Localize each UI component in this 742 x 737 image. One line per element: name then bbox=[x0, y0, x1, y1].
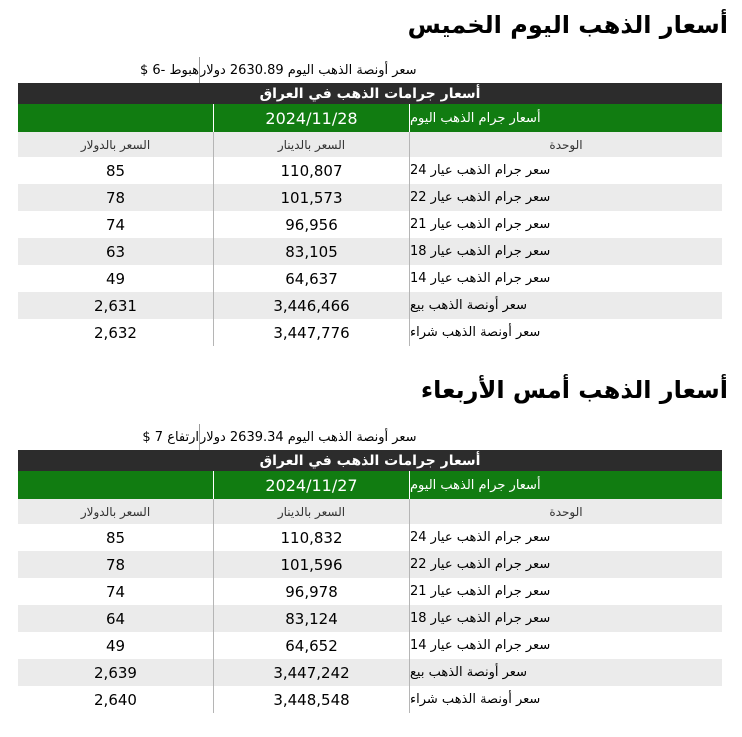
row-label: سعر جرام الذهب عيار 22 bbox=[410, 557, 551, 572]
price-dollar: 78 bbox=[18, 551, 214, 578]
table-row bbox=[18, 211, 722, 238]
row-label: سعر جرام الذهب عيار 18 bbox=[410, 611, 551, 626]
price-dinar: 3,446,466 bbox=[214, 292, 410, 319]
row-label: سعر أونصة الذهب شراء bbox=[410, 325, 541, 340]
ounce-summary-row bbox=[18, 424, 722, 450]
price-dinar: 83,124 bbox=[214, 605, 410, 632]
price-dinar: 96,956 bbox=[214, 211, 410, 238]
gold-price-table bbox=[18, 424, 722, 713]
price-dollar: 74 bbox=[18, 578, 214, 605]
price-dinar: 3,447,242 bbox=[214, 659, 410, 686]
table-row bbox=[18, 578, 722, 605]
today-prices-label: أسعار جرام الذهب اليوم bbox=[410, 110, 541, 126]
table-row bbox=[18, 524, 722, 551]
row-label: سعر جرام الذهب عيار 22 bbox=[410, 190, 551, 205]
row-label: سعر أونصة الذهب شراء bbox=[410, 692, 541, 707]
table-row bbox=[18, 605, 722, 632]
price-dollar: 49 bbox=[18, 265, 214, 292]
table-row bbox=[18, 659, 722, 686]
date-cell: 2024/11/28 bbox=[214, 104, 410, 132]
date-cell: 2024/11/27 bbox=[214, 471, 410, 499]
column-header-unit: الوحدة bbox=[549, 137, 583, 152]
price-dinar: 83,105 bbox=[214, 238, 410, 265]
table-row bbox=[18, 686, 722, 713]
row-label: سعر جرام الذهب عيار 24 bbox=[410, 530, 551, 545]
price-dinar: 64,637 bbox=[214, 265, 410, 292]
row-label: سعر أونصة الذهب بيع bbox=[410, 665, 527, 680]
price-dollar: 74 bbox=[18, 211, 214, 238]
price-dinar: 96,978 bbox=[214, 578, 410, 605]
today-prices-label: أسعار جرام الذهب اليوم bbox=[410, 477, 541, 493]
table-row bbox=[18, 292, 722, 319]
price-dollar: 63 bbox=[18, 238, 214, 265]
ounce-price-text: سعر أونصة الذهب اليوم 2630.89 دولار bbox=[200, 62, 417, 78]
column-header-dinar: السعر بالدينار bbox=[214, 132, 410, 157]
price-dinar: 101,596 bbox=[214, 551, 410, 578]
row-label: سعر جرام الذهب عيار 14 bbox=[410, 271, 551, 286]
green-empty-cell bbox=[18, 104, 214, 132]
row-label: سعر جرام الذهب عيار 21 bbox=[410, 584, 551, 599]
column-header-dollar: السعر بالدولار bbox=[18, 499, 214, 524]
section-heading: أسعار الذهب أمس الأربعاء bbox=[420, 376, 728, 404]
price-dollar: 49 bbox=[18, 632, 214, 659]
section-heading: أسعار الذهب اليوم الخميس bbox=[407, 11, 728, 39]
price-dollar: 2,632 bbox=[18, 319, 214, 346]
table-row bbox=[18, 238, 722, 265]
price-dinar: 110,807 bbox=[214, 157, 410, 184]
table-row bbox=[18, 551, 722, 578]
row-label: سعر أونصة الذهب بيع bbox=[410, 298, 527, 313]
column-header-row bbox=[18, 499, 722, 524]
row-label: سعر جرام الذهب عيار 21 bbox=[410, 217, 551, 232]
price-dollar: 2,639 bbox=[18, 659, 214, 686]
table-row bbox=[18, 157, 722, 184]
date-header-row bbox=[18, 471, 722, 499]
price-dollar: 78 bbox=[18, 184, 214, 211]
price-dollar: 85 bbox=[18, 524, 214, 551]
price-dollar: 2,631 bbox=[18, 292, 214, 319]
price-dollar: 2,640 bbox=[18, 686, 214, 713]
table-title: أسعار جرامات الذهب في العراق bbox=[18, 83, 722, 104]
price-dinar: 110,832 bbox=[214, 524, 410, 551]
price-change-text: هبوط -6 $ bbox=[18, 57, 200, 83]
price-dollar: 64 bbox=[18, 605, 214, 632]
ounce-price-text: سعر أونصة الذهب اليوم 2639.34 دولار bbox=[200, 429, 417, 445]
price-dinar: 3,448,548 bbox=[214, 686, 410, 713]
table-title: أسعار جرامات الذهب في العراق bbox=[18, 450, 722, 471]
column-header-dollar: السعر بالدولار bbox=[18, 132, 214, 157]
row-label: سعر جرام الذهب عيار 18 bbox=[410, 244, 551, 259]
price-dinar: 64,652 bbox=[214, 632, 410, 659]
column-header-dinar: السعر بالدينار bbox=[214, 499, 410, 524]
table-row bbox=[18, 184, 722, 211]
gold-price-table bbox=[18, 57, 722, 346]
row-label: سعر جرام الذهب عيار 24 bbox=[410, 163, 551, 178]
price-change-text: ارتفاع 7 $ bbox=[18, 424, 200, 450]
table-row bbox=[18, 265, 722, 292]
price-dinar: 101,573 bbox=[214, 184, 410, 211]
date-header-row bbox=[18, 104, 722, 132]
green-empty-cell bbox=[18, 471, 214, 499]
ounce-summary-row bbox=[18, 57, 722, 83]
column-header-unit: الوحدة bbox=[549, 504, 583, 519]
price-dinar: 3,447,776 bbox=[214, 319, 410, 346]
column-header-row bbox=[18, 132, 722, 157]
row-label: سعر جرام الذهب عيار 14 bbox=[410, 638, 551, 653]
price-dollar: 85 bbox=[18, 157, 214, 184]
table-row bbox=[18, 632, 722, 659]
table-row bbox=[18, 319, 722, 346]
